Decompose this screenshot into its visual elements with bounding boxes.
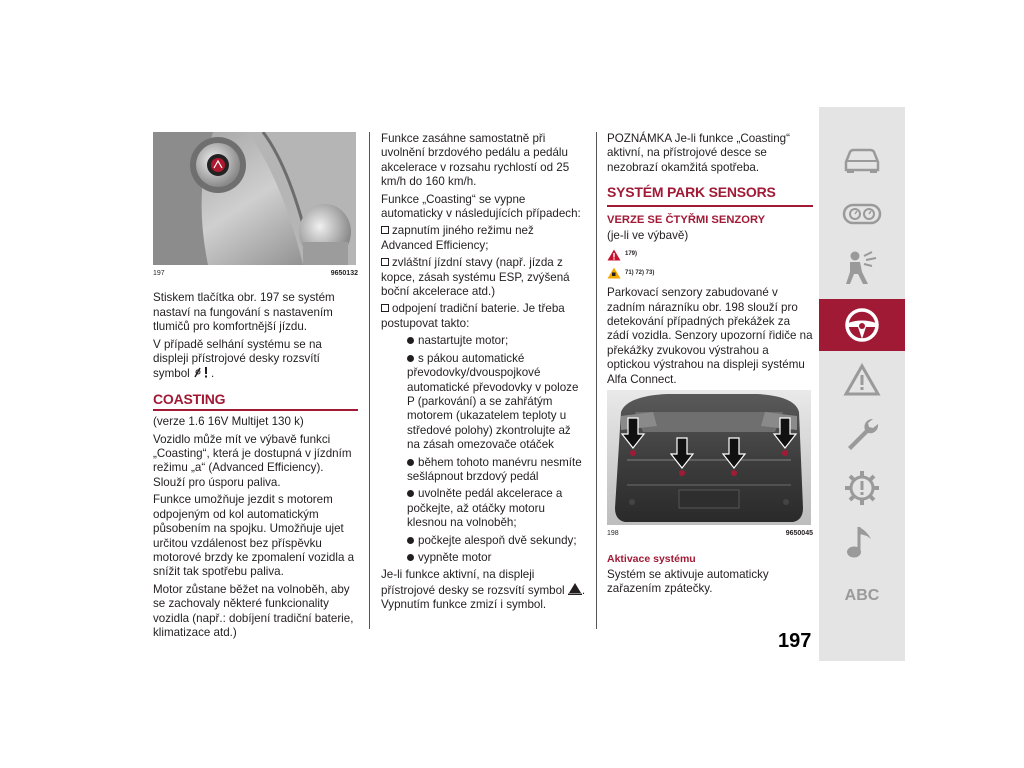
step-text: během tohoto manévru nesmíte sešlápnout brzdový pedál [407, 455, 582, 483]
car-icon [842, 146, 882, 174]
note-paragraph: POZNÁMKA Je-li funkce „Coasting“ aktivní, na přístrojové desce se nezobrazí okamžitá spotřeba. [607, 132, 790, 174]
condition-text: zapnutím jiného režimu než Advanced Efficiency; [381, 224, 534, 252]
column-divider-left [369, 132, 370, 629]
step-item [381, 352, 586, 453]
condition-item [381, 302, 586, 331]
column-divider-right [596, 132, 597, 629]
chapter-tab-driving[interactable] [819, 299, 905, 351]
step-item [381, 456, 586, 485]
step-text: nastartujte motor; [418, 334, 509, 348]
heading-coasting: COASTING [153, 392, 358, 411]
paragraph: Motor zůstane běžet na volnoběh, aby se zachovaly některé funkcionality vozidla (např.: dobíjení tradiční baterie, klimatizace atd.) [153, 582, 354, 639]
warning-refs: 179) [625, 251, 638, 258]
subheading-four-sensors: VERZE SE ČTYŘMI SENZORY [607, 213, 766, 226]
checkbox-square-icon [381, 226, 389, 234]
step-text: s pákou automatické převodovky/dvouspojkové automatické převodovky v poloze P (parkování) a se zahřátým motorem (ukazatelem teploty u středové polohy) zkontrolujte až na zásah omezovače otáček [407, 351, 579, 452]
bullet-icon [407, 554, 414, 561]
right-column [607, 132, 813, 600]
figure-code: 9650045 [785, 530, 813, 538]
page-number: 197 [778, 630, 812, 652]
figure-number: 198 [607, 530, 619, 538]
left-column [153, 132, 358, 643]
caution-hand-icon [607, 267, 621, 279]
figure-197-photo [153, 132, 356, 265]
paragraph-text: V případě selhání systému se na displeji přístrojové desky rozsvítí symbol [153, 337, 322, 381]
availability-text: (je-li ve výbavě) [607, 229, 689, 243]
figure-198-photo [607, 390, 811, 525]
airbag-person-icon [842, 250, 882, 286]
warning-triangle-icon [843, 363, 881, 397]
suspension-warning-icon [193, 366, 211, 378]
bullet-icon [407, 355, 414, 362]
figure-197-caption [153, 267, 358, 281]
chapter-sidebar [819, 107, 905, 661]
heading-activation: Aktivace systému [607, 552, 696, 565]
step-item [381, 551, 586, 565]
coasting-sail-icon [568, 583, 582, 595]
bullet-icon [407, 537, 414, 544]
index-label: ABC [844, 587, 880, 604]
step-text: vypněte motor [418, 550, 492, 564]
paragraph: Funkce zasáhne samostatně při uvolnění brzdového pedálu a pedálu akcelerace v rozsahu rychlostí od 25 km/h do 160 km/h. [381, 132, 570, 189]
condition-text: odpojení tradiční baterie. Je třeba postupovat takto: [381, 302, 565, 330]
paragraph: Funkce umožňuje jezdit s motorem odpojeným od kol automatickým působením na spojku. Umožňuje ujet určitou vzdálenost bez příspěvku motorové brzdy ke zpomalení vozidla a snížit tak spotřebu paliva. [153, 493, 355, 579]
bullet-icon [407, 459, 414, 466]
step-item [381, 487, 586, 530]
chapter-tab-vehicle[interactable] [819, 135, 905, 185]
caution-ref-row [607, 266, 813, 280]
dashboard-icon [842, 202, 882, 226]
condition-item [381, 224, 586, 253]
chapter-tab-safety[interactable] [819, 243, 905, 293]
paragraph: Parkovací senzory zabudované v zadním nárazníku obr. 198 slouží pro detekování případných překážek za zádí vozidla. Senzory upozorní řidiče na překážky zvukovou výstrahou a optickou výstrahou na displeji systému Alfa Connect. [607, 286, 813, 386]
paragraph-text: . Vypnutím funkce zmizí i symbol. [381, 583, 586, 612]
paragraph-with-symbol [381, 568, 586, 612]
danger-triangle-icon [607, 249, 621, 261]
middle-column [381, 132, 586, 616]
chapter-tab-technical[interactable] [819, 463, 905, 513]
paragraph: Funkce „Coasting“ se vypne automaticky v následujících případech: [381, 192, 581, 221]
step-item [381, 534, 586, 548]
warning-ref-row [607, 247, 813, 261]
figure-198-caption [607, 527, 813, 541]
condition-text: zvláštní jízdní stavy (např. jízda z kopce, zásah systému ESP, zvýšená boční akcelerace atd.) [381, 256, 570, 299]
music-icon [845, 523, 879, 561]
paragraph-text: Je-li funkce aktivní, na displeji přístrojové desky se rozsvítí symbol [381, 568, 565, 597]
figure-code: 9650132 [330, 270, 358, 277]
bullet-icon [407, 490, 414, 497]
chapter-tab-emergency[interactable] [819, 355, 905, 405]
paragraph: (verze 1.6 16V Multijet 130 k) [153, 415, 304, 429]
checkbox-square-icon [381, 258, 389, 266]
chapter-tab-index[interactable] [819, 571, 905, 621]
paragraph-with-symbol: V případě selhání systému se na displeji přístrojové desky rozsvítí symbol . [153, 337, 322, 381]
paragraph: Vozidlo může mít ve výbavě funkci „Coasting“, která je dostupná v jízdním režimu „a“ (Advanced Efficiency). Slouží pro úsporu paliva. [153, 432, 352, 489]
step-text: uvolněte pedál akcelerace a počkejte, až otáčky motoru klesnou na volnoběh; [407, 487, 563, 530]
step-text: počkejte alespoň dvě sekundy; [418, 533, 577, 547]
figure-number: 197 [153, 270, 165, 277]
checkbox-square-icon [381, 304, 389, 312]
condition-item [381, 256, 586, 299]
paragraph: Stiskem tlačítka obr. 197 se systém nastaví na fungování s nastavením tlumičů pro komfortnější jízdu. [153, 291, 335, 334]
warning-refs: 71) 72) 73) [625, 269, 655, 276]
heading-park-sensors: SYSTÉM PARK SENSORS [607, 184, 776, 201]
chapter-tab-maintenance[interactable] [819, 409, 905, 459]
paragraph: Systém se aktivuje automaticky zařazením zpátečky. [607, 567, 769, 596]
bullet-icon [407, 337, 414, 344]
steering-wheel-icon [843, 306, 881, 344]
step-item [381, 334, 586, 348]
gear-icon [843, 469, 881, 507]
wrench-icon [843, 415, 881, 453]
chapter-tab-multimedia[interactable] [819, 517, 905, 567]
heading-rule [607, 205, 813, 207]
chapter-tab-dashboard[interactable] [819, 189, 905, 239]
